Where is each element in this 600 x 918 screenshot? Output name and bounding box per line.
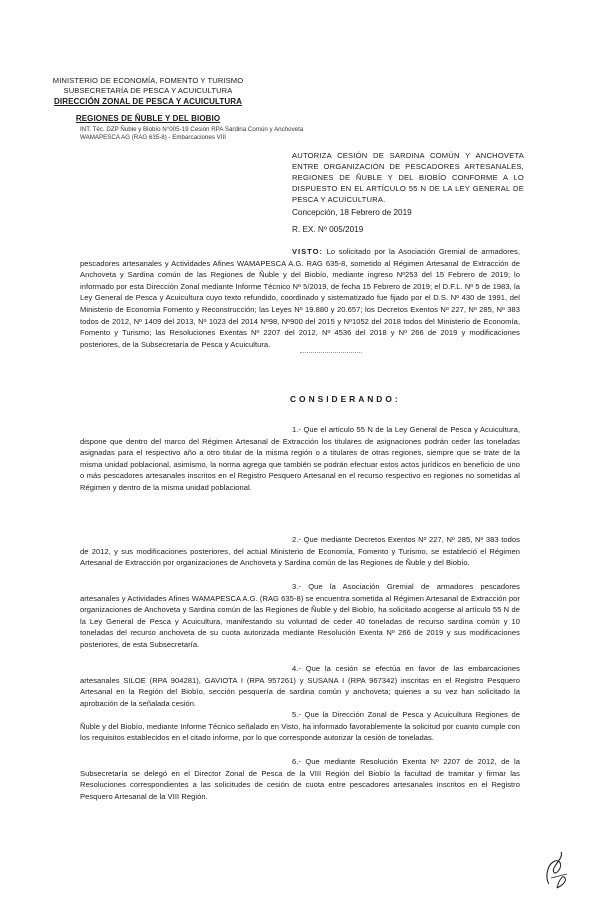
header-subsecretaria: SUBSECRETARÍA DE PESCA Y ACUICULTURA bbox=[63, 86, 233, 95]
resolution-subject: AUTORIZA CESIÓN DE SARDINA COMÚN Y ANCHOVETA ENTRE ORGANIZACIÓN DE PESCADORES ARTESANALES, REGIONES DE ÑUBLE Y DEL BIOBÍO CONFORME A LO DISPUESTO EN EL ARTÍCULO 55 N DE LA LEY GENERAL DE PESCA Y ACUICULTURA. bbox=[292, 151, 524, 204]
considerando-paragraph-3: 3.- Que la Asociación Gremial de armadores pescadores artesanales y Actividades Afines WAMAPESCA A.G. (RAG 635-8) se encuentra sometida al Régimen Artesanal de Extracción por organizaciones de Anchoveta y Sardina común de las Regiones de Ñuble y del Biobío, ha solicitado acogerse al artículo 55 N de la Ley General de Pesca y Acuicultura, manifestando su voluntad de ceder 40 toneladas de recurso sardina común y 10 toneladas del recurso anchoveta de su cuota autorizada mediante Resolución Exenta Nº 266 de 2019 y sus modificaciones posteriores, de esta Subsecretaría. bbox=[80, 582, 520, 649]
considerando-paragraph-6: 6.- Que mediante Resolución Exenta Nº 2207 de 2012, de la Subsecretaría se delegó en el Director Zonal de Pesca de la VIII Región del Biobío la facultad de tramitar y firmar las Resoluciones correspondientes a las solicitudes de cesión de cuota entre pescadores artesanales inscritos en el Registro Pesquero Artesanal de la VIII Región. bbox=[80, 757, 520, 801]
considerando-paragraph-2: 2.- Que mediante Decretos Exentos Nº 227, Nº 285, Nº 383 todos de 2012, y sus modificaciones posteriores, del actual Ministerio de Economía, Fomento y Turismo, se estableció el Régimen Artesanal de Extracción por organizaciones de Anchoveta y Sardina común de las Regiones de Ñuble y del Biobío. bbox=[80, 535, 520, 568]
resolution-number: R. EX. Nº 005/2019 bbox=[292, 225, 364, 234]
visto-text: Lo solicitado por la Asociación Gremial de armadores, pescadores artesanales y Actividades Afines WAMAPESCA A.G. RAG 635-8, sometido al Régimen Artesanal de Extracción de Anchoveta y Sardina común de las Regiones de Ñuble y del Biobío, mediante ingreso Nº253 del 15 Febrero de 2019; lo informado por esta Dirección Zonal mediante Informe Técnico Nº 5/2019, de fecha 15 Febrero de 2019; el D.F.L. Nº 5 de 1983, la Ley General de Pesca y Acuicultura cuyo texto refundido, coordinado y sistematizado fue fijado por el D.S. Nº 430 de 1991, del Ministerio de Economía Fomento y Reconstrucción; las Leyes Nº 19.880 y 20.657; los Decretos Exentos Nº 227, Nº 285, Nº 383 todos de 2012, Nº 1409 del 2013, Nº 1023 del 2014 Nº98, Nº900 del 2015 y Nº1052 del 2018 todos del Ministerio de Economía, Fomento y Turismo; las Resoluciones Exentas Nº 2207 del 2012, Nº 4536 del 2018 y Nº 266 de 2019 y modificaciones posteriores, de la Subsecretaría de Pesca y Acuicultura. bbox=[80, 247, 520, 349]
considerando-paragraph-4: 4.- Que la cesión se efectúa en favor de las embarcaciones artesanales SILOE (RPA 904281), GAVIOTA I (RPA 957261) y SUSANA I (RPA 967342) inscritas en el Registro Pesquero Artesanal en la Región del Biobío, sección pesquería de sardina común y anchoveta; quienes a su vez han solicitado la aprobación de la señalada cesión. bbox=[80, 664, 520, 708]
divider bbox=[300, 352, 362, 353]
reference-line-2: WAMAPESCA AG (RAG 635-8) - Embarcaciones VIII bbox=[80, 134, 226, 141]
reference-line-1: INT. Téc. DZP Ñuble y Biobío N°005-19 Cesión RPA Sardina Común y Anchoveta bbox=[80, 126, 304, 133]
resolution-date: Concepción, 18 Febrero de 2019 bbox=[292, 208, 412, 217]
header-ministry: MINISTERIO DE ECONOMÍA, FOMENTO Y TURISMO bbox=[52, 76, 244, 85]
visto-label: VISTO: bbox=[292, 247, 324, 256]
considerando-paragraph-1: 1.- Que el artículo 55 N de la Ley General de Pesca y Acuicultura, dispone que dentro del marco del Régimen Artesanal de Extracción los titulares de asignaciones podrán ceder las toneladas asignadas para el respectivo año a otro titular de la misma región o a titulares de otras regiones, siempre que se trate de la misma unidad poblacional, asimismo, la norma agrega que también se podrán efectuar estos actos jurídicos en beneficio de uno o más pescadores artesanales inscritos en el Registro Pesquero Artesanal en el recurso respectivo en regiones no sometidas al Régimen y dentro de la misma unidad poblacional. bbox=[80, 425, 520, 492]
visto-paragraph bbox=[80, 246, 520, 350]
considerando-heading: CONSIDERANDO: bbox=[290, 394, 401, 404]
signature-initials bbox=[541, 848, 571, 892]
header-direccion-zonal: DIRECCIÓN ZONAL DE PESCA Y ACUICULTURA bbox=[54, 97, 242, 106]
considerando-paragraph-5: 5.- Que la Dirección Zonal de Pesca y Acuicultura Regiones de Ñuble y del Biobío, mediante Informe Técnico señalado en Visto, ha informado favorablemente la solicitud por cuanto cumple con los requisitos establecidos en el citado informe, por lo que corresponde autorizar la cesión de toneladas. bbox=[80, 710, 520, 743]
header-regiones: REGIONES DE ÑUBLE Y DEL BIOBIO bbox=[75, 114, 221, 123]
